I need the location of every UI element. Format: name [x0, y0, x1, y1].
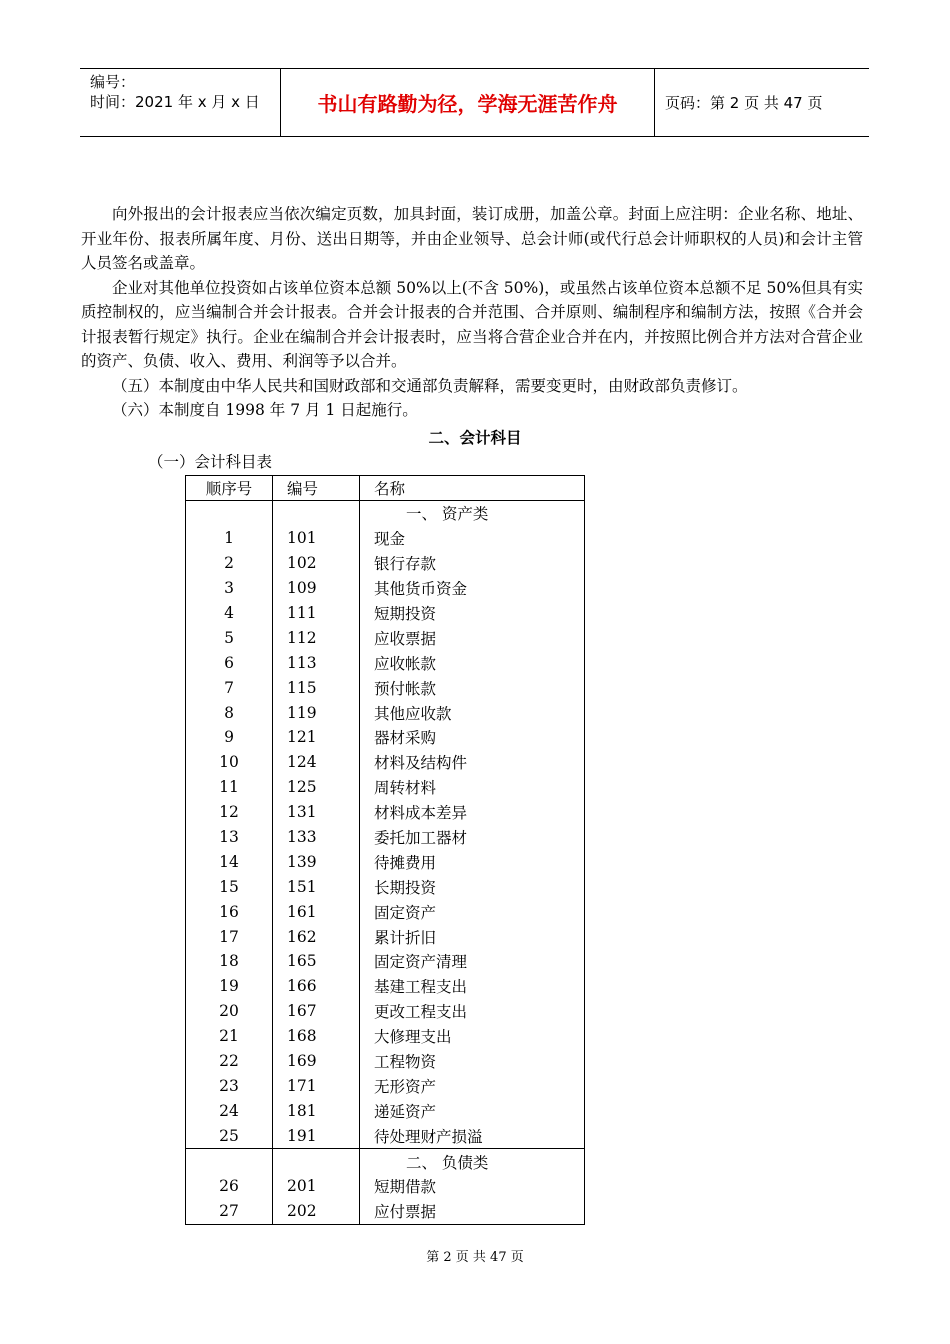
code-cell: 201	[273, 1174, 360, 1199]
category-code-cell	[273, 1149, 360, 1174]
name-cell: 周转材料	[360, 775, 585, 800]
header-page-info: 页码：第 2 页 共 47 页	[665, 94, 823, 112]
table-row	[186, 700, 585, 725]
header-meta	[80, 69, 280, 136]
code-cell: 121	[273, 725, 360, 750]
seq-cell: 17	[186, 924, 273, 949]
body-text	[81, 202, 863, 423]
seq-cell: 18	[186, 949, 273, 974]
table-row	[186, 924, 585, 949]
seq-cell: 1	[186, 526, 273, 551]
name-cell: 工程物资	[360, 1049, 585, 1074]
seq-cell: 24	[186, 1098, 273, 1123]
table-row	[186, 750, 585, 775]
paragraph: 向外报出的会计报表应当依次编定页数，加具封面，装订成册，加盖公章。封面上应注明：企业名称、地址、开业年份、报表所属年度、月份、送出日期等，并由企业领导、总会计师(或代行总会计师职权的人员)和会计主管人员签名或盖章。	[81, 205, 863, 272]
table-body	[186, 501, 585, 1225]
name-cell: 预付帐款	[360, 675, 585, 700]
category-label: 二、 负债类	[360, 1149, 585, 1174]
name-cell: 无形资产	[360, 1073, 585, 1098]
table-row	[186, 899, 585, 924]
code-cell: 102	[273, 551, 360, 576]
code-cell: 168	[273, 1024, 360, 1049]
code-cell: 109	[273, 576, 360, 601]
seq-cell: 23	[186, 1073, 273, 1098]
name-cell: 大修理支出	[360, 1024, 585, 1049]
header-motto: 书山有路勤为径，学海无涯苦作舟	[280, 69, 655, 136]
seq-cell: 10	[186, 750, 273, 775]
paragraph: 企业对其他单位投资如占该单位资本总额 50%以上(不含 50%)，或虽然占该单位资本总额不足 50%但具有实质控制权的，应当编制合并会计报表。合并会计报表的合并范围、合并原则、编制程序和编制方法，按照《合并会计报表暂行规定》执行。企业在编制合并会计报表时，应当将合营企业合并在内，并按照比例合并方法对合营企业的资产、负债、收入、费用、利润等予以合并。	[81, 278, 863, 370]
code-cell: 171	[273, 1073, 360, 1098]
seq-cell: 6	[186, 650, 273, 675]
code-cell: 124	[273, 750, 360, 775]
table-row	[186, 1049, 585, 1074]
seq-cell: 2	[186, 551, 273, 576]
table-subtitle: （一）会计科目表	[148, 453, 273, 471]
table-row	[186, 775, 585, 800]
column-header-code: 编号	[273, 476, 360, 501]
name-cell: 其他应收款	[360, 700, 585, 725]
name-cell: 长期投资	[360, 874, 585, 899]
seq-cell: 20	[186, 999, 273, 1024]
code-cell: 161	[273, 899, 360, 924]
seq-cell: 15	[186, 874, 273, 899]
seq-cell: 14	[186, 849, 273, 874]
table-row	[186, 576, 585, 601]
table-row	[186, 974, 585, 999]
seq-cell: 12	[186, 800, 273, 825]
name-cell: 递延资产	[360, 1098, 585, 1123]
code-cell: 101	[273, 526, 360, 551]
name-cell: 基建工程支出	[360, 974, 585, 999]
seq-cell: 16	[186, 899, 273, 924]
name-cell: 银行存款	[360, 551, 585, 576]
page-header	[80, 68, 869, 137]
name-cell: 更改工程支出	[360, 999, 585, 1024]
column-header-name: 名称	[360, 476, 585, 501]
code-cell: 151	[273, 874, 360, 899]
seq-cell: 8	[186, 700, 273, 725]
paragraph: （六）本制度自 1998 年 7 月 1 日起施行。	[112, 401, 418, 419]
seq-cell: 4	[186, 601, 273, 626]
name-cell: 现金	[360, 526, 585, 551]
section-title: 二、会计科目	[428, 429, 522, 447]
code-cell: 169	[273, 1049, 360, 1074]
name-cell: 固定资产	[360, 899, 585, 924]
code-cell: 111	[273, 601, 360, 626]
page-footer: 第 2 页 共 47 页	[426, 1250, 524, 1265]
code-cell: 166	[273, 974, 360, 999]
name-cell: 材料及结构件	[360, 750, 585, 775]
category-label: 一、 资产类	[360, 501, 585, 526]
table-row	[186, 849, 585, 874]
seq-cell: 26	[186, 1174, 273, 1199]
seq-cell: 5	[186, 625, 273, 650]
category-seq-cell	[186, 501, 273, 526]
table-row	[186, 725, 585, 750]
table-row	[186, 1024, 585, 1049]
code-cell: 139	[273, 849, 360, 874]
name-cell: 材料成本差异	[360, 800, 585, 825]
table-row	[186, 1199, 585, 1224]
category-row	[186, 501, 585, 526]
name-cell: 器材采购	[360, 725, 585, 750]
code-cell: 165	[273, 949, 360, 974]
name-cell: 待处理财产损溢	[360, 1123, 585, 1148]
column-header-seq: 顺序号	[186, 476, 273, 501]
number-label: 编号：	[90, 73, 136, 91]
table-row	[186, 949, 585, 974]
name-cell: 固定资产清理	[360, 949, 585, 974]
seq-cell: 9	[186, 725, 273, 750]
name-cell: 应付票据	[360, 1199, 585, 1224]
name-cell: 其他货币资金	[360, 576, 585, 601]
table-row	[186, 1174, 585, 1199]
name-cell: 短期投资	[360, 601, 585, 626]
paragraph: （五）本制度由中华人民共和国财政部和交通部负责解释，需要变更时，由财政部负责修订。	[112, 376, 748, 395]
name-cell: 委托加工器材	[360, 825, 585, 850]
table-row	[186, 874, 585, 899]
seq-cell: 11	[186, 775, 273, 800]
seq-cell: 25	[186, 1123, 273, 1148]
date-line: 时间：2021 年 x 月 x 日	[90, 93, 260, 111]
code-cell: 112	[273, 625, 360, 650]
code-cell: 113	[273, 650, 360, 675]
table-row	[186, 800, 585, 825]
seq-cell: 7	[186, 675, 273, 700]
table-row	[186, 825, 585, 850]
code-cell: 115	[273, 675, 360, 700]
seq-cell: 13	[186, 825, 273, 850]
seq-cell: 19	[186, 974, 273, 999]
table-row	[186, 625, 585, 650]
code-cell: 202	[273, 1199, 360, 1224]
code-cell: 131	[273, 800, 360, 825]
code-cell: 119	[273, 700, 360, 725]
name-cell: 待摊费用	[360, 849, 585, 874]
name-cell: 应收票据	[360, 625, 585, 650]
seq-cell: 22	[186, 1049, 273, 1074]
accounts-table	[185, 475, 585, 1225]
category-seq-cell	[186, 1149, 273, 1174]
table-row	[186, 650, 585, 675]
name-cell: 短期借款	[360, 1174, 585, 1199]
seq-cell: 3	[186, 576, 273, 601]
category-row	[186, 1149, 585, 1174]
table-row	[186, 551, 585, 576]
code-cell: 167	[273, 999, 360, 1024]
name-cell: 累计折旧	[360, 924, 585, 949]
table-row	[186, 1098, 585, 1123]
table-row	[186, 526, 585, 551]
table-header-row	[186, 476, 585, 501]
table-row	[186, 1123, 585, 1148]
name-cell: 应收帐款	[360, 650, 585, 675]
code-cell: 162	[273, 924, 360, 949]
category-code-cell	[273, 501, 360, 526]
code-cell: 181	[273, 1098, 360, 1123]
code-cell: 133	[273, 825, 360, 850]
table-row	[186, 1073, 585, 1098]
seq-cell: 21	[186, 1024, 273, 1049]
seq-cell: 27	[186, 1199, 273, 1224]
code-cell: 191	[273, 1123, 360, 1148]
table-row	[186, 675, 585, 700]
table-row	[186, 601, 585, 626]
code-cell: 125	[273, 775, 360, 800]
table-row	[186, 999, 585, 1024]
